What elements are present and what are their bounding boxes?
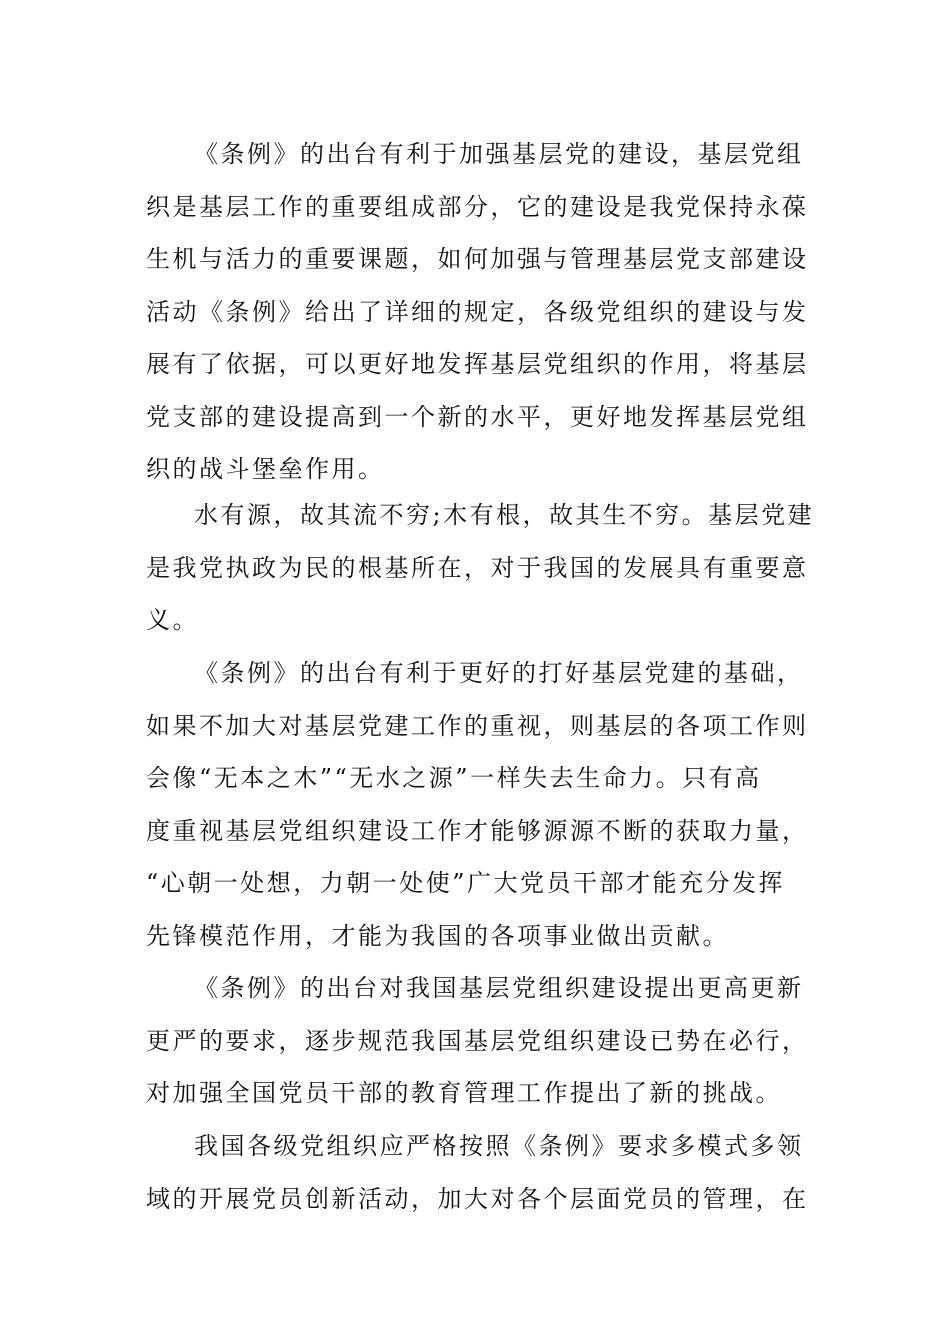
text-line: 先锋模范作用，才能为我国的各项事业做出贡献。 (146, 921, 729, 950)
text-line: 义。 (146, 606, 199, 634)
paragraph (146, 1120, 809, 1225)
text-line: 织是基层工作的重要组成部分，它的建设是我党保持永葆 (146, 192, 809, 221)
text-line: 党支部的建设提高到一个新的水平，更好地发挥基层党组 (146, 402, 809, 431)
text-line: 会像“无本之木”“无水之源”一样失去生命力。只有高 (146, 764, 762, 792)
text-line: 活动《条例》给出了详细的规定，各级党组织的建设与发 (146, 297, 809, 326)
text-line: 是我党执政为民的根基所在，对于我国的发展具有重要意 (146, 553, 809, 582)
text-line: “心朝一处想，力朝一处使”广大党员干部才能充分发挥 (146, 869, 786, 897)
text-line: 我国各级党组织应严格按照《条例》要求多模式多领 (194, 1132, 804, 1160)
text-line: 生机与活力的重要课题，如何加强与管理基层党支部建设 (146, 245, 809, 273)
paragraph (146, 128, 809, 496)
paragraph (146, 489, 815, 647)
text-line: 《条例》的出台有利于加强基层党的建设，基层党组 (194, 140, 804, 168)
paragraph (146, 647, 809, 962)
text-line: 《条例》的出台有利于更好的打好基层党建的基础， (194, 659, 804, 687)
text-line: 展有了依据，可以更好地发挥基层党组织的作用，将基层 (146, 350, 809, 378)
text-line: 更严的要求，逐步规范我国基层党组织建设已势在必行， (146, 1026, 809, 1055)
text-line: 对加强全国党员干部的教育管理工作提出了新的挑战。 (146, 1079, 782, 1107)
text-line: 织的战斗堡垒作用。 (146, 455, 385, 483)
text-line: 度重视基层党组织建设工作才能够源源不断的获取力量， (146, 816, 809, 845)
text-line: 《条例》的出台对我国基层党组织建设提出更高更新 (194, 974, 804, 1002)
paragraph (146, 962, 809, 1120)
text-line: 域的开展党员创新活动，加大对各个层面党员的管理，在 (146, 1184, 809, 1213)
text-line: 水有源，故其流不穷;木有根，故其生不穷。基层党建 (194, 501, 815, 529)
text-line: 如果不加大对基层党建工作的重视，则基层的各项工作则 (146, 711, 809, 740)
